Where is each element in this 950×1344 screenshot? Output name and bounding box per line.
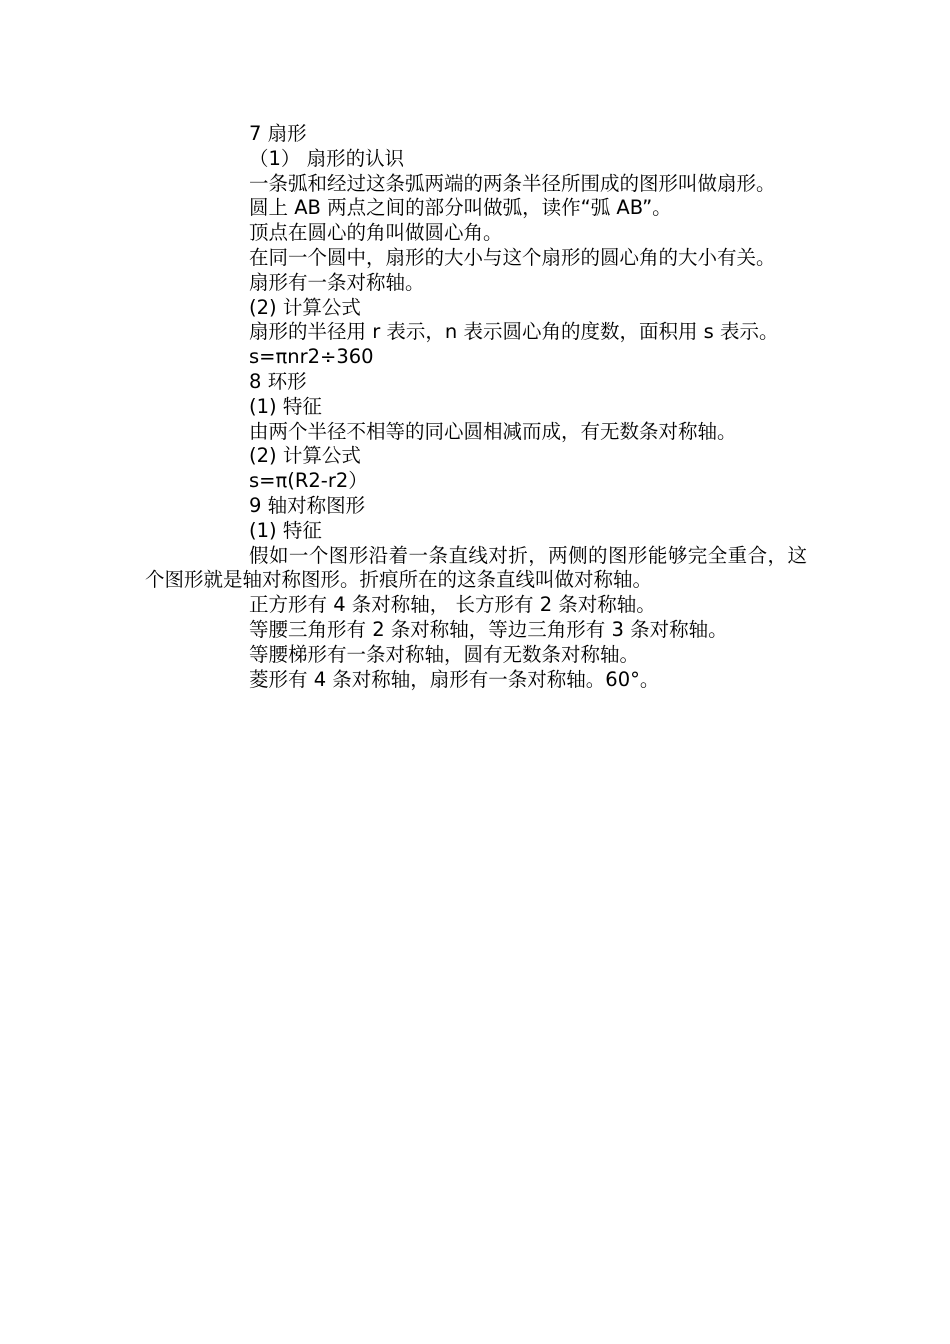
- paragraph-symmetric-definition: 假如一个图形沿着一条直线对折，两侧的图形能够完全重合，这个图形就是轴对称图形。折痕所在的这条直线叫做对称轴。: [145, 543, 807, 592]
- paragraph-square-rectangle-axes: 正方形有 4 条对称轴， 长方形有 2 条对称轴。: [249, 593, 656, 617]
- paragraph-sector-size: 在同一个圆中，扇形的大小与这个扇形的圆心角的大小有关。: [249, 245, 776, 269]
- paragraph-rhombus-sector-axes: 菱形有 4 条对称轴，扇形有一条对称轴。60°。: [249, 667, 660, 691]
- section-heading-sector: 7 扇形: [249, 122, 307, 145]
- formula-ring-area: s=π(R2-r2）: [249, 469, 368, 493]
- formula-sector-area: s=πnr2÷360: [249, 345, 374, 369]
- paragraph-ring-features: 由两个半径不相等的同心圆相减而成，有无数条对称轴。: [249, 419, 737, 443]
- paragraph-trapezoid-circle-axes: 等腰梯形有一条对称轴，圆有无数条对称轴。: [249, 642, 640, 666]
- paragraph-sector-variables: 扇形的半径用 r 表示，n 表示圆心角的度数，面积用 s 表示。: [249, 320, 779, 344]
- subheading-sector-definition: （1） 扇形的认识: [249, 146, 405, 170]
- subheading-ring-features: (1) 特征: [249, 394, 322, 418]
- section-heading-symmetric-figure: 9 轴对称图形: [249, 493, 366, 517]
- subheading-ring-formula: (2) 计算公式: [249, 444, 361, 468]
- paragraph-triangle-axes: 等腰三角形有 2 条对称轴，等边三角形有 3 条对称轴。: [249, 617, 728, 641]
- subheading-sector-formula: (2) 计算公式: [249, 295, 361, 319]
- paragraph-arc: 圆上 AB 两点之间的部分叫做弧，读作“弧 AB”。: [249, 196, 672, 220]
- paragraph-sector-axis: 扇形有一条对称轴。: [249, 270, 425, 294]
- subheading-symmetric-features: (1) 特征: [249, 518, 322, 542]
- paragraph-sector-definition: 一条弧和经过这条弧两端的两条半径所围成的图形叫做扇形。: [249, 171, 776, 195]
- paragraph-central-angle: 顶点在圆心的角叫做圆心角。: [249, 221, 503, 245]
- section-heading-ring: 8 环形: [249, 369, 307, 393]
- document-body: [145, 122, 807, 692]
